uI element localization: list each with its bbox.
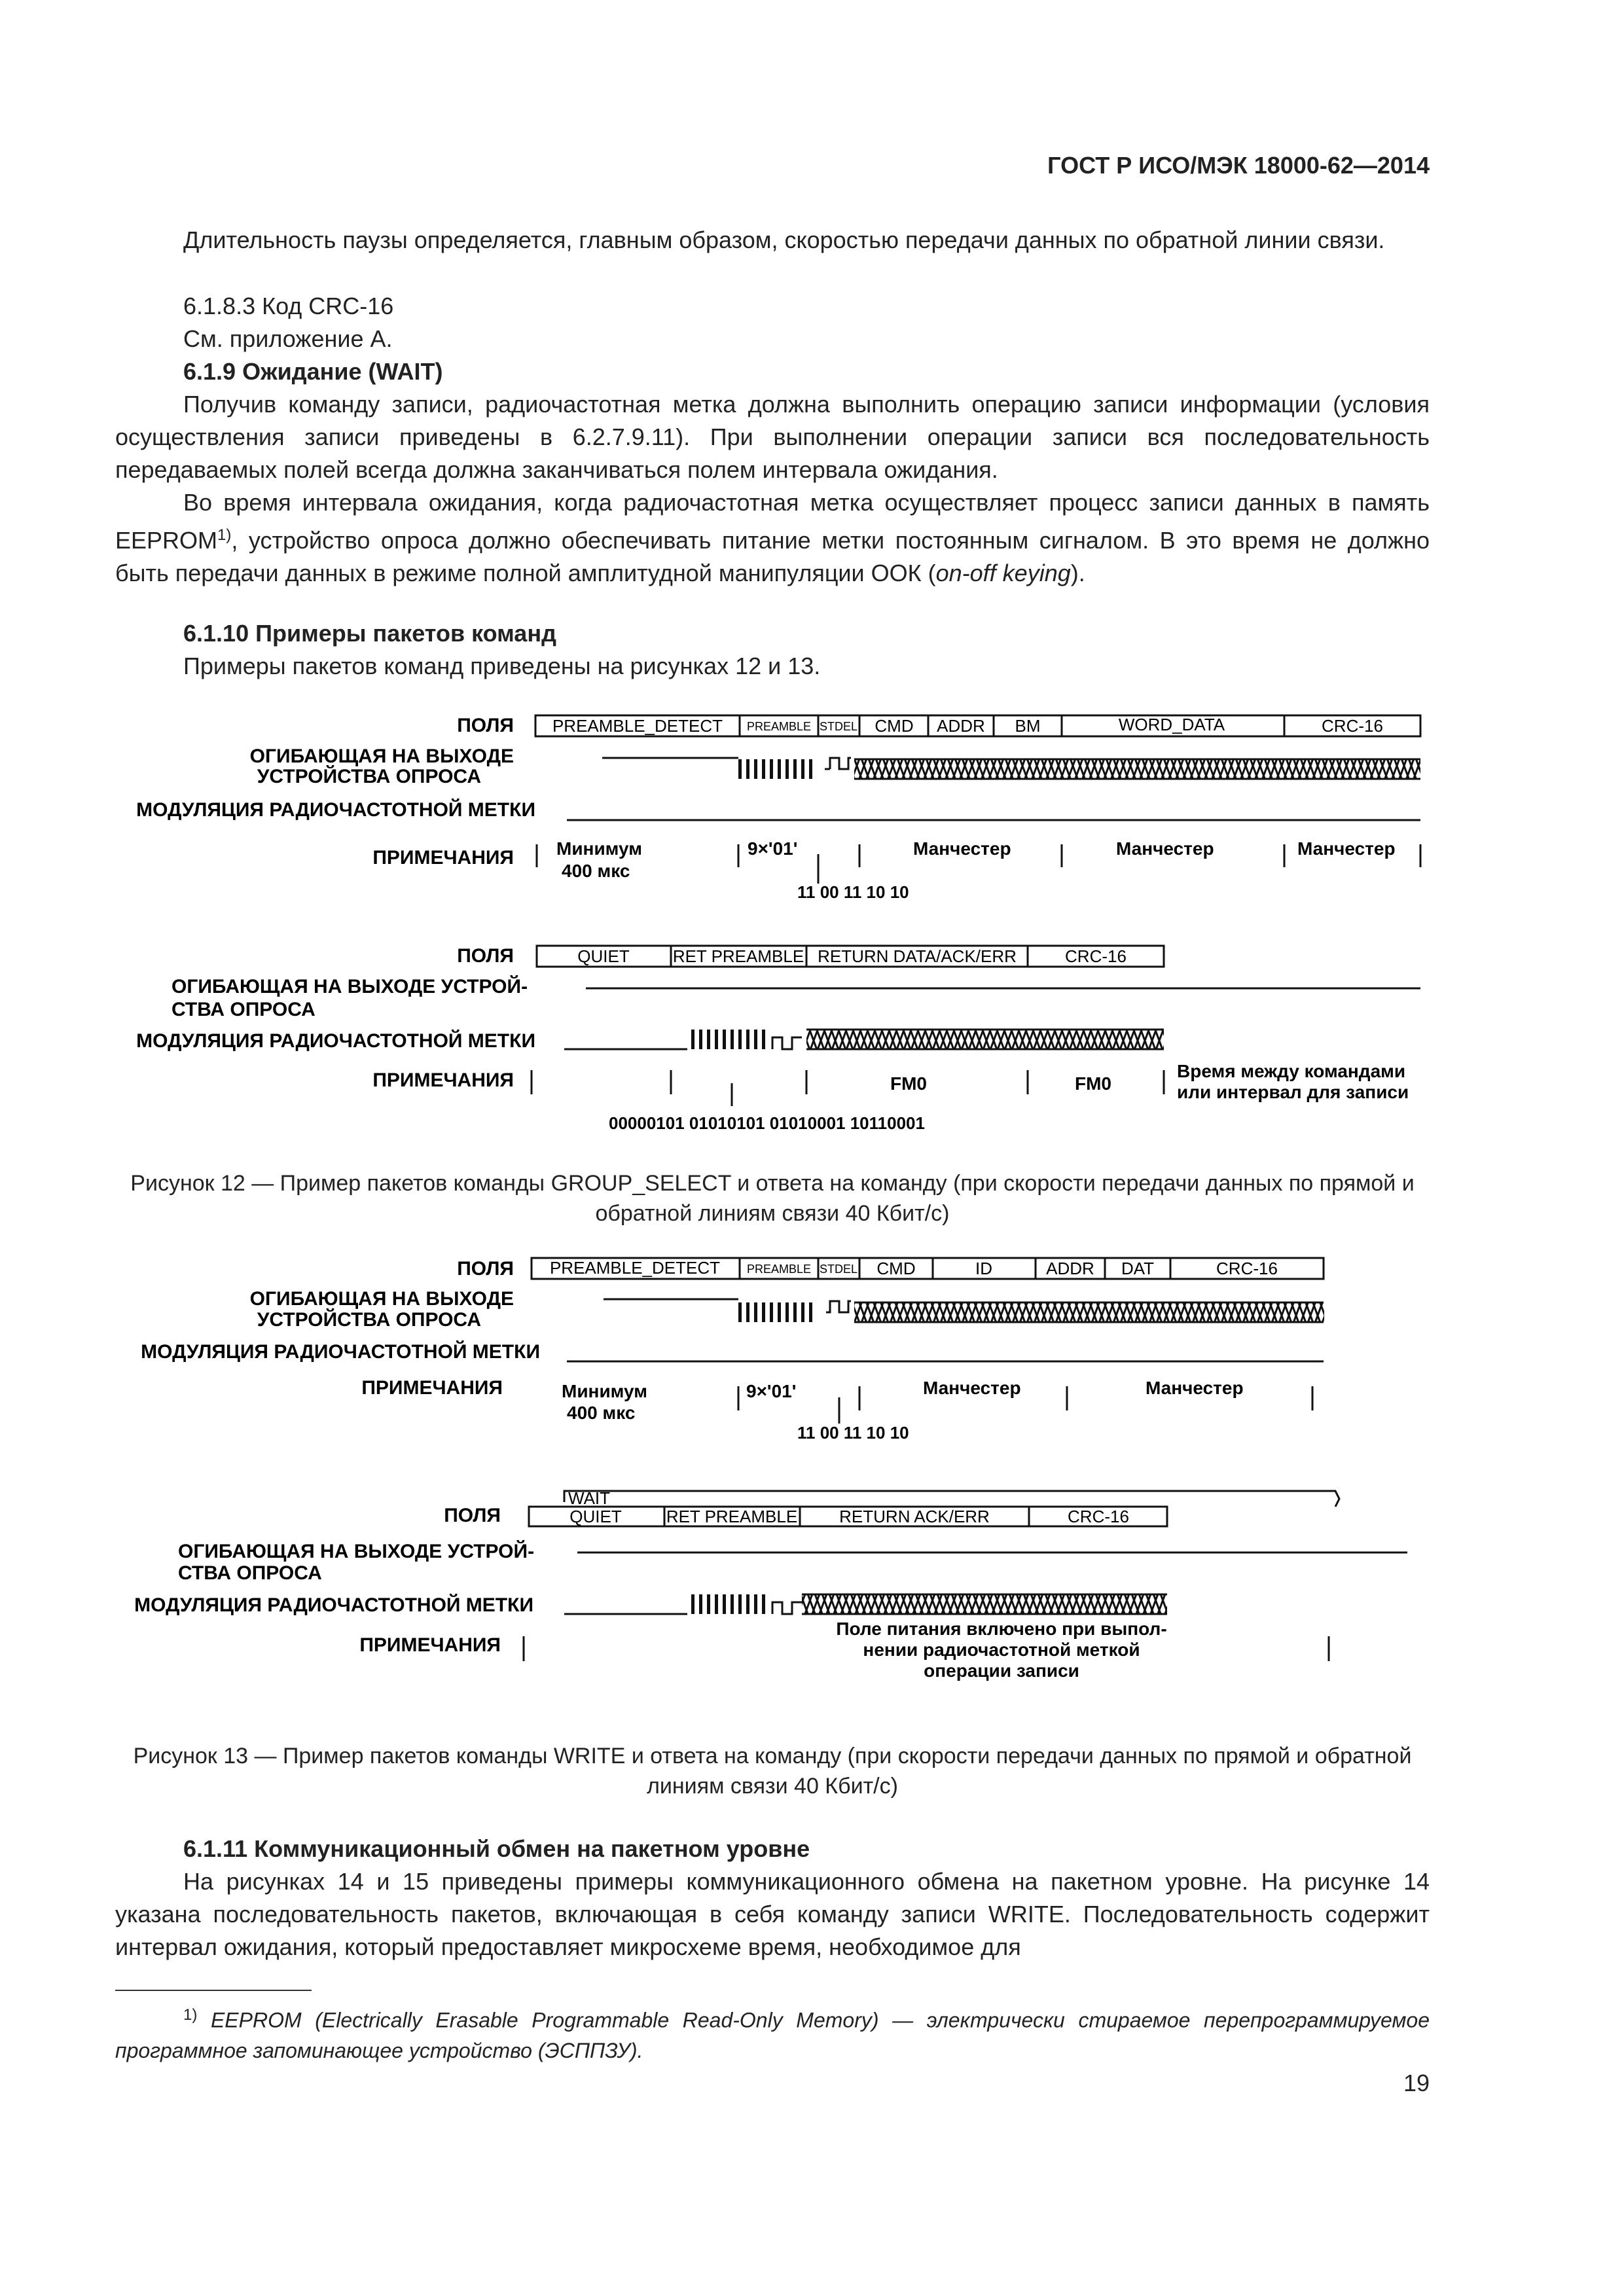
paragraph-communication: На рисунках 14 и 15 приведены примеры коммуникационного обмена на пакетном уровне. На рисунке 14 указана последовательность пакетов, включающая в себя команду записи WRITE. Последовательность содержит интервал ожидания, который предоставляет микросхеме время, необходимое для xyxy=(115,1868,1430,1960)
fig12-field-crc16: CRC-16 xyxy=(1322,716,1383,736)
fig13-label-notes-b: ПРИМЕЧАНИЯ xyxy=(359,1634,501,1656)
heading-6111: 6.1.11 Коммуникационный обмен на пакетном уровне xyxy=(183,1835,810,1862)
fig12-note-min2: 400 мкс xyxy=(562,861,630,881)
fig13-label-env-b1: ОГИБАЮЩАЯ НА ВЫХОДЕ УСТРОЙ- xyxy=(178,1541,535,1562)
fig13-label-mod-b: МОДУЛЯЦИЯ РАДИОЧАСТОТНОЙ МЕТКИ xyxy=(134,1594,533,1616)
fig12-note-bits-b: 00000101 01010101 01010001 10110001 xyxy=(609,1113,925,1133)
fig12-note-time1: Время между командами xyxy=(1177,1061,1406,1081)
fig12-label-mod-b: МОДУЛЯЦИЯ РАДИОЧАСТОТНОЙ МЕТКИ xyxy=(136,1030,535,1052)
fig13-label-fields: ПОЛЯ xyxy=(457,1258,514,1280)
fig13-field-crc16-b: CRC-16 xyxy=(1068,1507,1129,1526)
fig13-field-addr: ADDR xyxy=(1046,1259,1094,1278)
fig13-note-min2: 400 мкс xyxy=(567,1403,636,1423)
footnote xyxy=(115,2000,1430,2066)
fig13-note-bits: 11 00 11 10 10 xyxy=(797,1423,909,1443)
fig12-label-env-b2: СТВА ОПРОСА xyxy=(171,999,316,1020)
fig12-note-min1: Минимум xyxy=(556,838,642,859)
fig13-field-wait: WAIT xyxy=(568,1488,611,1508)
fig12-note-fm1: FM0 xyxy=(890,1073,927,1094)
fig13-note-m1: Манчестер xyxy=(923,1378,1021,1398)
fig12-label-fields: ПОЛЯ xyxy=(457,715,514,736)
fig12-field-quiet: QUIET xyxy=(577,946,630,966)
footnote-ref: 1) xyxy=(217,526,232,544)
fig12-note-fm2: FM0 xyxy=(1075,1073,1111,1094)
paragraph-pause: Длительность паузы определяется, главным образом, скоростью передачи данных по обратной линии связи. xyxy=(183,226,1385,253)
fig13-label-fields-b: ПОЛЯ xyxy=(444,1505,501,1526)
fig13-label-mod: МОДУЛЯЦИЯ РАДИОЧАСТОТНОЙ МЕТКИ xyxy=(141,1341,540,1363)
fig12-field-preamble-detect: PREAMBLE_DETECT xyxy=(552,716,723,736)
fig12-field-crc16-b: CRC-16 xyxy=(1065,946,1127,966)
fig12-note-bits: 11 00 11 10 10 xyxy=(797,882,909,902)
heading-6110: 6.1.10 Примеры пакетов команд xyxy=(183,620,556,647)
fig13-field-stdel: STDEL xyxy=(819,1263,858,1276)
fig12-label-env1: ОГИБАЮЩАЯ НА ВЫХОДЕ xyxy=(249,745,514,767)
figure-13-diagram xyxy=(0,1244,1624,1715)
document-code: ГОСТ Р ИСО/МЭК 18000-62—2014 xyxy=(1047,152,1430,179)
fig12-note-m3: Манчестер xyxy=(1297,838,1396,859)
fig12-label-mod: МОДУЛЯЦИЯ РАДИОЧАСТОТНОЙ МЕТКИ xyxy=(136,799,535,821)
paragraph-examples: Примеры пакетов команд приведены на рисунках 12 и 13. xyxy=(183,653,821,679)
fig12-field-addr: ADDR xyxy=(937,716,985,736)
heading-619: 6.1.9 Ожидание (WAIT) xyxy=(183,358,443,385)
fig12-field-word-data: WORD_DATA xyxy=(1118,715,1225,734)
fig13-note-p2: нении радиочастотной меткой xyxy=(863,1640,1140,1660)
fig13-field-preamble-detect: PREAMBLE_DETECT xyxy=(549,1258,721,1278)
paragraph-see-annex: См. приложение А. xyxy=(183,325,393,352)
fig13-field-crc16: CRC-16 xyxy=(1216,1259,1278,1278)
fig13-note-m2: Манчестер xyxy=(1146,1378,1244,1398)
fig12-field-bm: BM xyxy=(1015,716,1041,736)
fig12-field-stdel: STDEL xyxy=(819,720,858,733)
fig12-note-rep: 9×'01' xyxy=(748,838,798,859)
fig13-field-preamble: PREAMBLE xyxy=(746,1263,812,1276)
fig12-label-env-b1: ОГИБАЮЩАЯ НА ВЫХОДЕ УСТРОЙ- xyxy=(171,976,528,997)
fig13-label-notes: ПРИМЕЧАНИЯ xyxy=(361,1377,503,1399)
fig13-field-ret-preamble: RET PREAMBLE xyxy=(666,1507,798,1526)
fig13-field-quiet: QUIET xyxy=(569,1507,622,1526)
figure-12-caption: Рисунок 12 — Пример пакетов команды GROUP_SELECT и ответа на команду (при скорости передачи данных по прямой и обратной линиям связи 40 Кбит/с) xyxy=(130,1171,1415,1226)
fig13-label-env1: ОГИБАЮЩАЯ НА ВЫХОДЕ xyxy=(249,1288,514,1310)
paragraph-wait-1: Получив команду записи, радиочастотная метка должна выполнить операцию записи информации (условия осуществления записи приведены в 6.2.7.9.11). При выполнении операции записи вся последовательность передаваемых полей всегда должна заканчиваться полем интервала ожидания. xyxy=(115,391,1430,483)
fig13-field-cmd: CMD xyxy=(876,1259,916,1278)
fig13-field-id: ID xyxy=(975,1259,992,1278)
fig13-field-dat: DAT xyxy=(1121,1259,1155,1278)
heading-6183: 6.1.8.3 Код CRC-16 xyxy=(183,293,394,319)
fig13-note-rep: 9×'01' xyxy=(746,1381,797,1401)
fig13-note-p1: Поле питания включено при выпол- xyxy=(836,1619,1167,1639)
fig12-label-notes-b: ПРИМЕЧАНИЯ xyxy=(372,1069,514,1091)
fig12-note-m2: Манчестер xyxy=(1116,838,1214,859)
fig12-field-preamble: PREAMBLE xyxy=(746,720,812,733)
paragraph-wait-2: Во время интервала ожидания, когда радиочастотная метка осуществляет процесс записи данных в память EEPROM$^{1)}$, устройство опроса должно обеспечивать питание метки постоянным сигналом. В это время не должно быть передачи данных в режиме полной амплитудной манипуляции ООК (on-off keying). xyxy=(115,489,1430,586)
figure-13-caption: Рисунок 13 — Пример пакетов команды WRITE и ответа на команду (при скорости передачи данных по прямой и обратной линиям связи 40 Кбит/с) xyxy=(133,1744,1412,1799)
fig12-label-fields-b: ПОЛЯ xyxy=(457,945,514,967)
fig12-label-env2: УСТРОЙСТВА ОПРОСА xyxy=(257,766,481,787)
fig13-field-return-ack: RETURN ACK/ERR xyxy=(839,1507,990,1526)
fig13-note-min1: Минимум xyxy=(562,1381,647,1401)
fig13-label-env-b2: СТВА ОПРОСА xyxy=(178,1562,322,1584)
fig12-note-time2: или интервал для записи xyxy=(1177,1082,1409,1102)
footnote-text: EEPROM (Electrically Erasable Programmable Read-Only Memory) — электрически стираемое перепрограммируемое программное запоминающее устройство (ЭСППЗУ). xyxy=(115,2008,1430,2062)
fig13-note-p3: операции записи xyxy=(924,1660,1079,1681)
page-number: 19 xyxy=(1403,2070,1430,2096)
footnote-mark: 1) xyxy=(183,2006,198,2024)
fig12-field-return-data: RETURN DATA/ACK/ERR xyxy=(818,946,1017,966)
figure-12-diagram xyxy=(0,700,1624,1158)
fig12-field-cmd: CMD xyxy=(875,716,914,736)
fig13-label-env2: УСТРОЙСТВА ОПРОСА xyxy=(257,1309,481,1331)
fig12-field-ret-preamble: RET PREAMBLE xyxy=(672,946,804,966)
footnote-divider xyxy=(115,1990,312,1991)
fig12-label-notes: ПРИМЕЧАНИЯ xyxy=(372,847,514,869)
fig12-note-m1: Манчестер xyxy=(913,838,1011,859)
